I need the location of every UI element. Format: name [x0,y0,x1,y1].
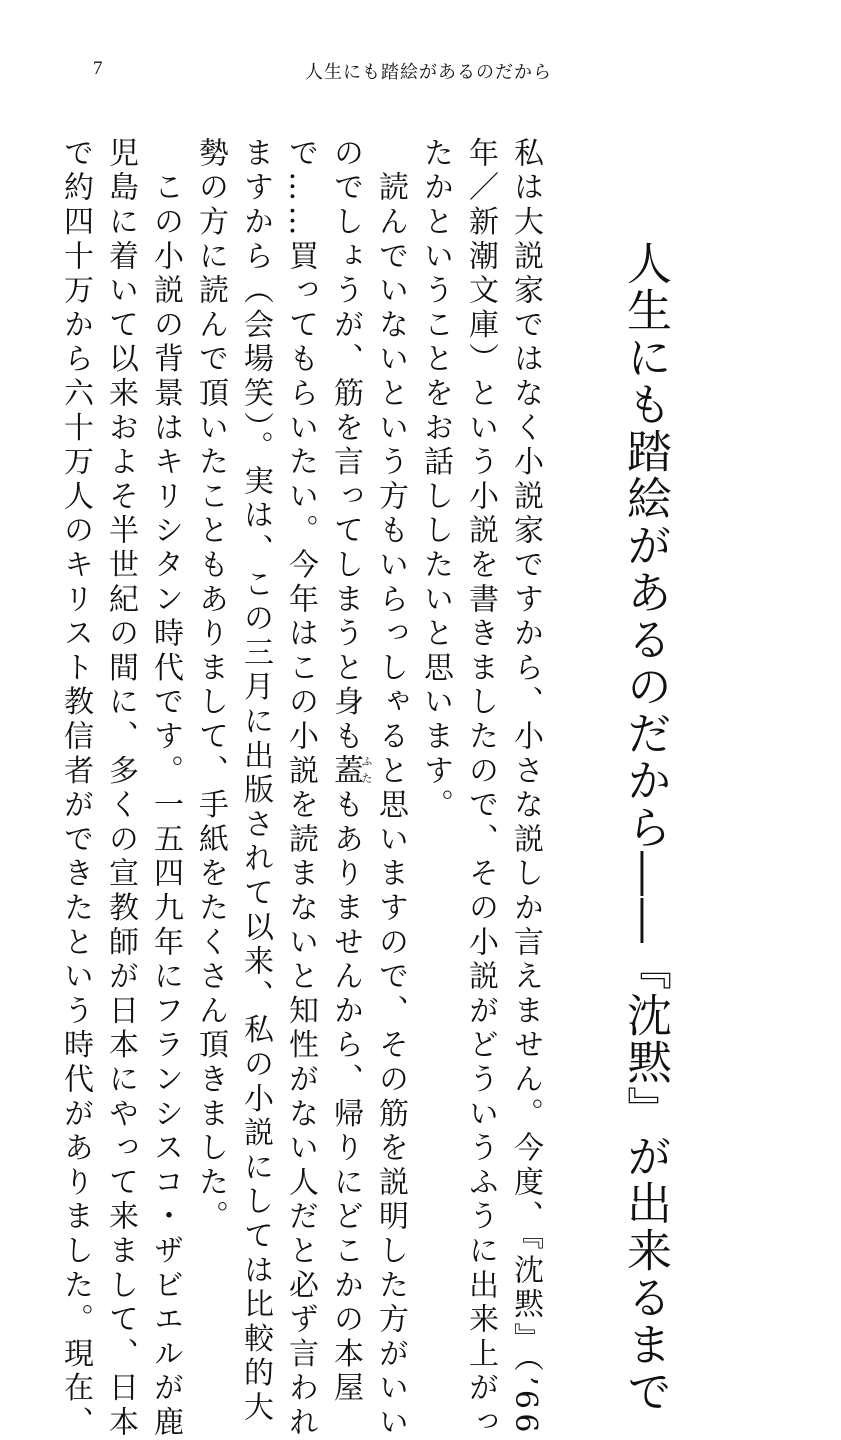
body-line: 私は大説家ではなく小説家ですから、小さな説しか言えません。今度、『沈黙』（’66 [508,137,543,1437]
body-line: 勢の方に読んで頂いたこともありまして、手紙をたくさん頂きました。 [193,137,228,1235]
ruby-annotation [328,754,373,789]
ruby-reading: ふた [360,754,373,789]
body-line: たかということをお話ししたいと思います。 [418,137,453,823]
body-line-with-ruby [330,137,373,1406]
body-line-text: もありませんから、帰りにどこかの本屋 [328,788,363,1407]
ruby-base: 蓋 [328,754,363,789]
body-line: で……買ってもらいたい。今年はこの小説を読まないと知性がない人だと必ず言われ [283,137,318,1440]
body-line: ますから（会場笑）。実は、この三月に出版されて以来、私の小説にしては比較的大 [238,137,273,1426]
chapter-title: 人生にも踏絵があるのだから――『沈黙』が出来るまで [619,240,672,1415]
body-line-text: のでしょうが、筋を言ってしまうと身も [328,137,363,755]
body-line: 児島に着いて以来およそ半世紀の間に、多くの宣教師が日本にやって来まして、日本 [103,137,138,1440]
running-head: 人生にも踏絵があるのだから [305,62,552,83]
body-line: この小説の背景はキリシタン時代です。一五四九年にフランシスコ・ザビエルが鹿 [148,137,183,1440]
body-line: 読んでいないという方もいらっしゃると思いますので、その筋を説明した方がいい [373,137,408,1440]
page-header [0,58,841,88]
page-body [0,125,841,1440]
body-line: で約四十万から六十万人のキリスト教信者ができたという時代がありました。現在、 [58,137,93,1440]
body-line: 年／新潮文庫）という小説を書きましたので、その小説がどういうふうに出来上がっ [463,137,498,1440]
page-number: 7 [93,58,103,79]
